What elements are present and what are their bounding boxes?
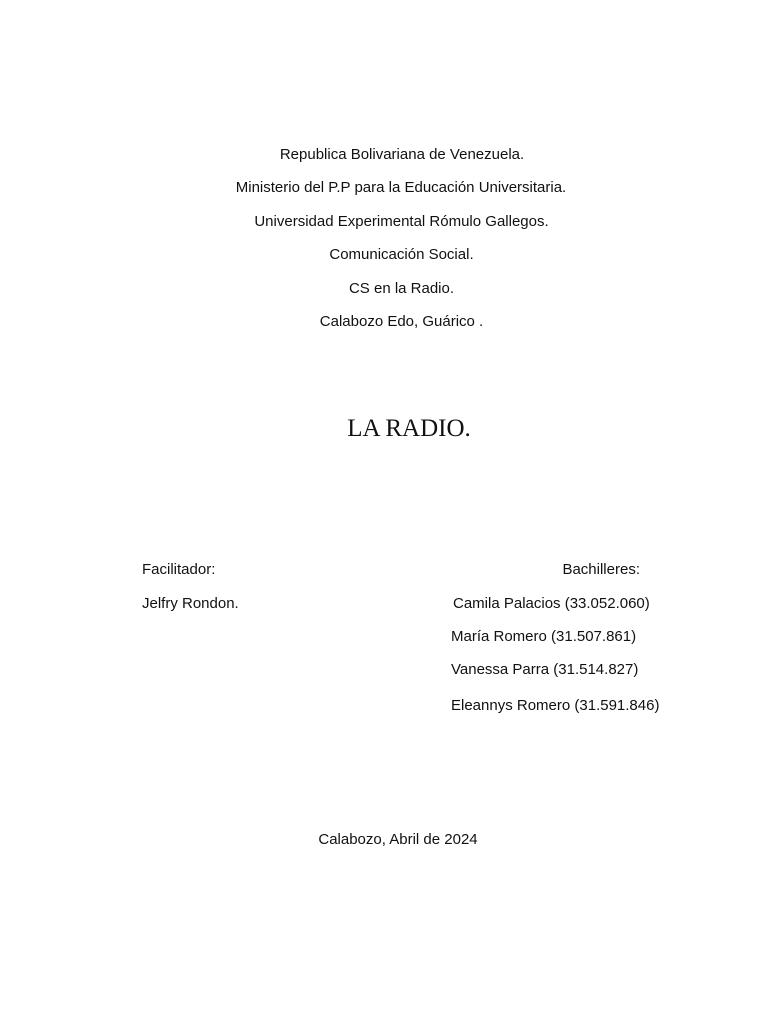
ministry-line: Ministerio del P.P para la Educación Universitaria. (235, 179, 567, 196)
location-line: Calabozo Edo, Guárico . (319, 313, 484, 330)
student-name: Vanessa Parra (31.514.827) (451, 661, 639, 678)
place-date: Calabozo, Abril de 2024 (318, 831, 478, 848)
university-line: Universidad Experimental Rómulo Gallegos. (254, 213, 549, 230)
student-name: Camila Palacios (33.052.060) (453, 595, 650, 612)
facilitator-label: Facilitador: (142, 561, 216, 578)
student-name: Eleannys Romero (31.591.846) (451, 697, 660, 714)
course-line: CS en la Radio. (348, 280, 455, 297)
document-title: LA RADIO. (347, 415, 471, 442)
department-line: Comunicación Social. (329, 246, 474, 263)
facilitator-name: Jelfry Rondon. (142, 595, 239, 612)
country-line: Republica Bolivariana de Venezuela. (279, 146, 525, 163)
student-name: María Romero (31.507.861) (451, 628, 637, 645)
students-label: Bachilleres: (562, 561, 640, 578)
